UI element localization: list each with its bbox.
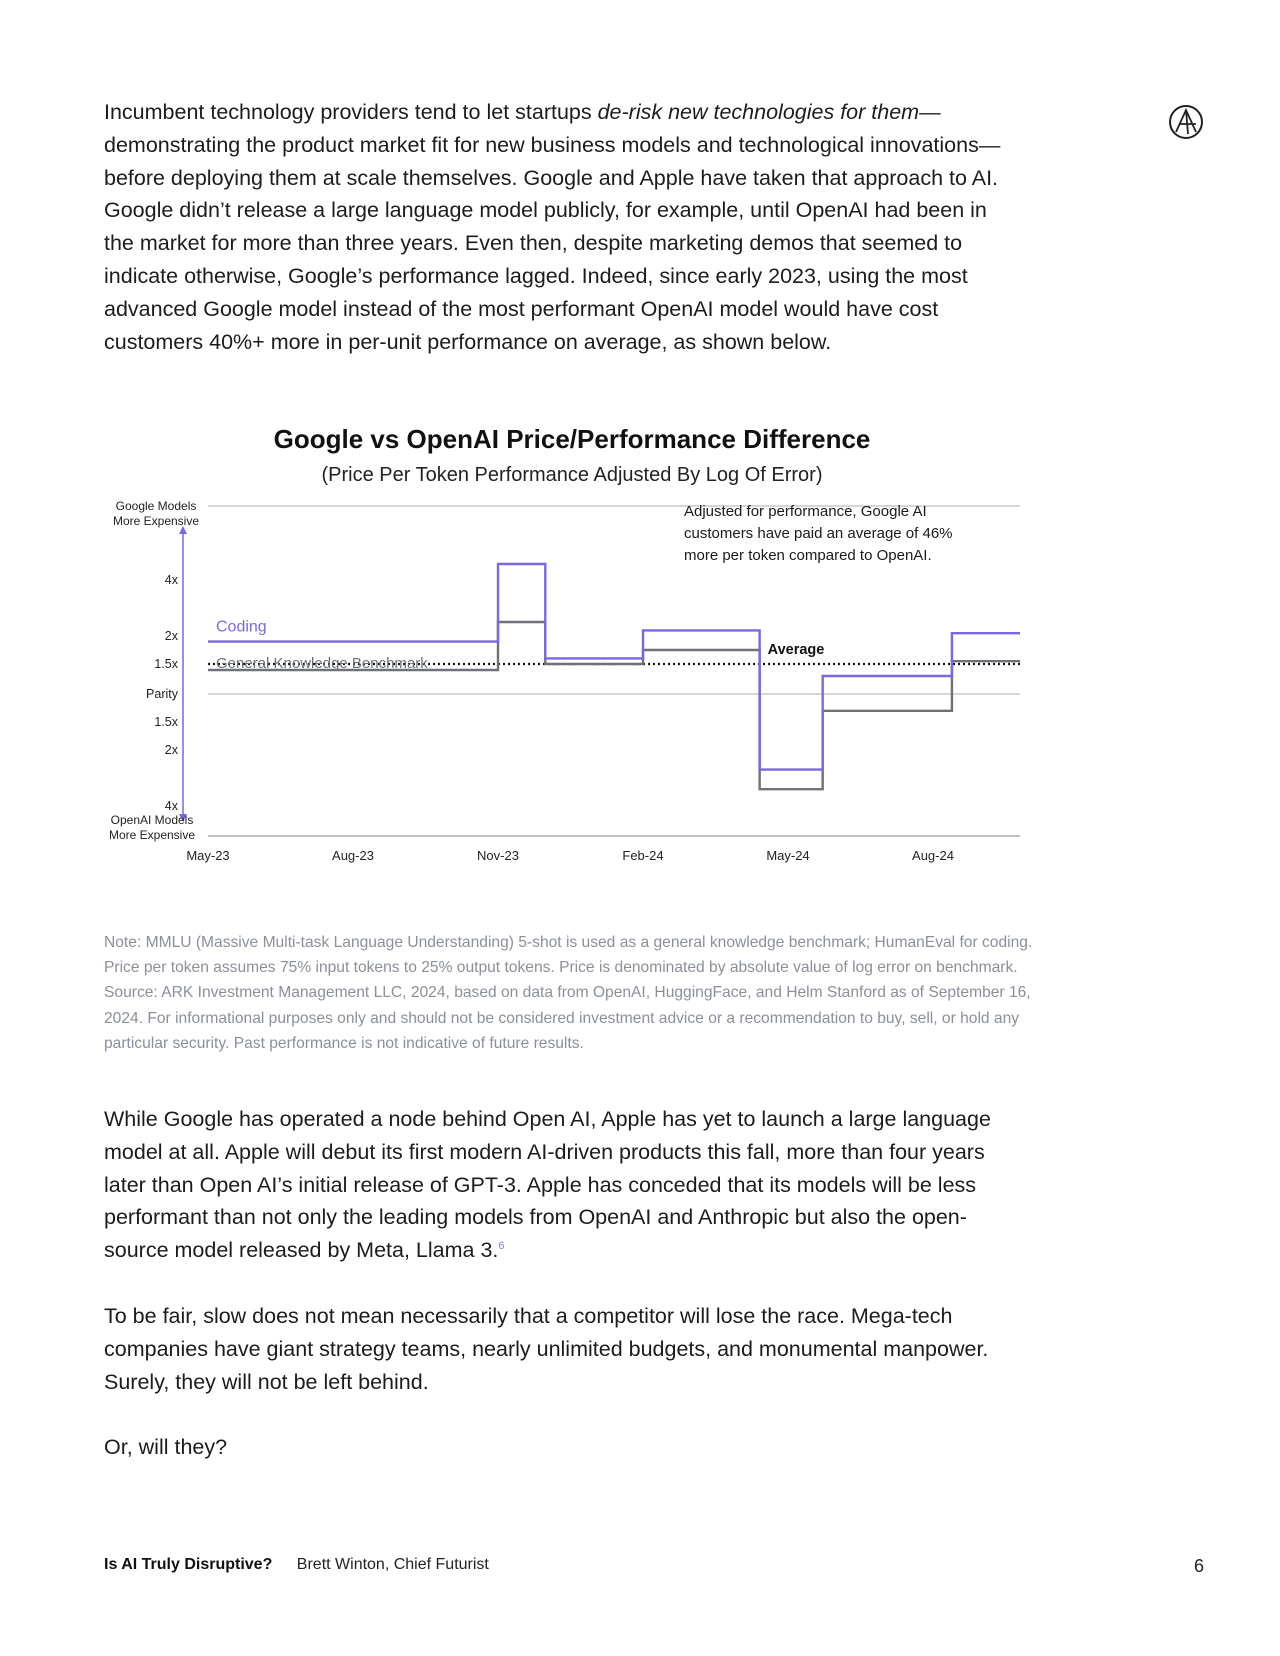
page-number: 6 <box>1193 1556 1204 1576</box>
footer-author: Brett Winton, Chief Futurist <box>296 1556 489 1573</box>
y-tick-label: 1.5x <box>154 657 178 671</box>
page-footer <box>104 1556 1204 1574</box>
x-tick-label: Nov-23 <box>477 848 519 863</box>
price-performance-chart <box>96 500 1056 920</box>
y-tick-label: Parity <box>146 687 178 701</box>
chart-subtitle: (Price Per Token Performance Adjusted By Log Of Error) <box>321 464 823 486</box>
series-label-general-knowledge: General Knowledge Benchmark <box>216 655 428 672</box>
x-tick-label: May-24 <box>766 848 810 863</box>
average-label: Average <box>767 642 825 658</box>
footnote-marker[interactable]: 6 <box>498 1240 505 1253</box>
footer-title: Is AI Truly Disruptive? <box>104 1556 273 1573</box>
chart-note: Note: MMLU (Massive Multi-task Language Understanding) 5-shot is used as a general knowledge benchmark; HumanEval for coding. Price per token assumes 75% input tokens to 25% output tokens. Price is denominated by absolute value of log error on benchmark. Source: ARK Investment Management LLC, 2024, based on data from OpenAI, HuggingFace, and Helm Stanford as of September 16, 2024. For informational purposes only and should not be considered investment advice or a recommendation to buy, sell, or hold any particular security. Past performance is not indicative of future results. <box>104 934 1033 1052</box>
x-tick-label: Aug-24 <box>912 848 954 863</box>
chart-title: Google vs OpenAI Price/Performance Difference <box>273 424 871 454</box>
y-axis-bottom-label: OpenAI Models More Expensive <box>108 813 196 842</box>
intro-paragraph: Incumbent technology providers tend to let startups de-risk new technologies for them—demonstrating the product market fit for new business models and technological innovations—before deploying them at scale themselves. Google and Apple have taken that approach to AI. Google didn’t release a large language model publicly, for example, until OpenAI had been in the market for more than three years. Even then, despite marketing demos that seemed to indicate otherwise, Google’s performance lagged. Indeed, since early 2023, using the most advanced Google model instead of the most performant OpenAI model would have cost customers 40%+ more in per-unit performance on average, as shown below. <box>104 100 1001 354</box>
y-tick-label: 1.5x <box>154 715 178 729</box>
series-label-coding: Coding <box>216 618 267 636</box>
closing-question: Or, will they? <box>104 1435 228 1459</box>
series-line-general-knowledge-benchmark <box>208 622 1020 789</box>
ark-logo-icon <box>1168 104 1204 140</box>
apple-paragraph: While Google has operated a node behind Open AI, Apple has yet to launch a large language model at all. Apple will debut its first modern AI-driven products this fall, more than four years later than Open AI’s initial release of GPT-3. Apple has conceded that its models will be less performant than not only the leading models from OpenAI and Anthropic but also the open-source model released by Meta, Llama 3.$^6$ <box>104 1107 991 1263</box>
x-tick-label: Aug-23 <box>332 848 374 863</box>
y-tick-label: 2x <box>164 629 178 643</box>
x-tick-label: May-23 <box>186 848 230 863</box>
x-tick-label: Feb-24 <box>622 848 664 863</box>
fairness-paragraph: To be fair, slow does not mean necessarily that a competitor will lose the race. Mega-tech companies have giant strategy teams, nearly unlimited budgets, and monumental manpower. Surely, they will not be left behind. <box>104 1304 989 1394</box>
y-tick-label: 2x <box>164 743 178 757</box>
y-tick-label: 4x <box>164 573 178 587</box>
y-axis-top-label: Google Models More Expensive <box>112 500 200 528</box>
chart-annotation: Adjusted for performance, Google AI customers have paid an average of 46% more per token compared to OpenAI. <box>684 503 953 564</box>
y-tick-label: 4x <box>164 799 178 813</box>
